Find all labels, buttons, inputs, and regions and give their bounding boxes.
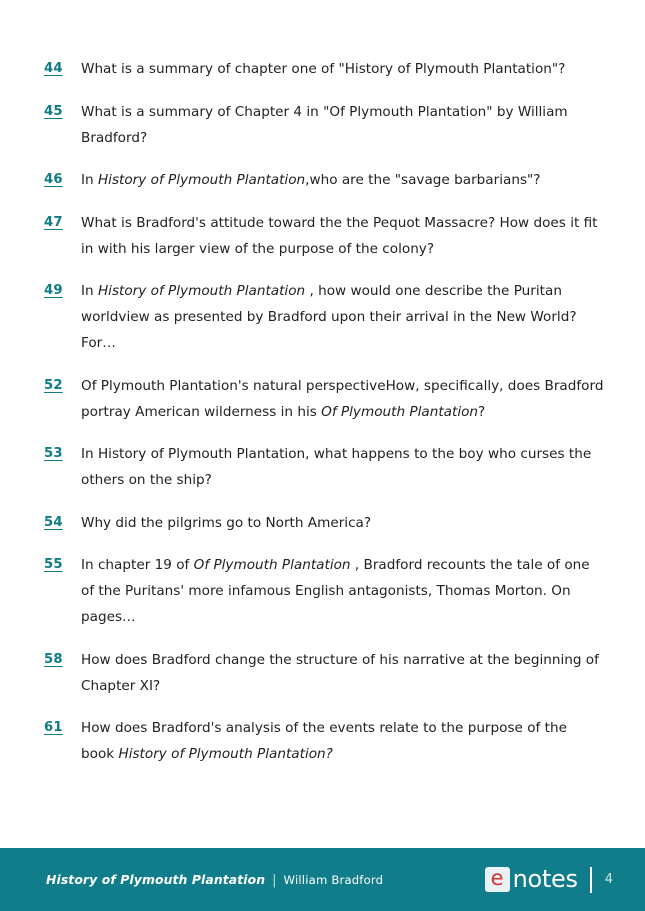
question-number-link[interactable]: 55 xyxy=(44,557,63,572)
question-item[interactable] xyxy=(44,99,604,151)
footer-author: William Bradford xyxy=(283,872,384,887)
question-number-link[interactable]: 49 xyxy=(44,283,63,298)
footer-inner xyxy=(0,848,645,911)
question-item[interactable] xyxy=(44,56,604,82)
question-number-link[interactable]: 44 xyxy=(44,61,63,76)
enotes-wordmark: notes xyxy=(512,864,578,893)
footer-document-title: History of Plymouth Plantation xyxy=(46,871,266,887)
question-text: In History of Plymouth Plantation , how would one describe the Puritan worldview as presented by Bradford upon their arrival in the New World? For… xyxy=(81,283,577,351)
question-text: How does Bradford change the structure of his narrative at the beginning of Chapter XI? xyxy=(81,651,599,694)
question-item[interactable] xyxy=(44,167,604,193)
question-text: In chapter 19 of Of Plymouth Plantation , Bradford recounts the tale of one of the Puritans' more infamous English antagonists, Thomas Morton. On pages… xyxy=(81,557,590,625)
question-text: Why did the pilgrims go to North America? xyxy=(81,514,372,531)
question-item[interactable] xyxy=(44,715,604,767)
question-text: Of Plymouth Plantation's natural perspectiveHow, specifically, does Bradford portray American wilderness in his Of Plymouth Plantation? xyxy=(81,377,604,420)
question-number-link[interactable]: 47 xyxy=(44,214,63,230)
question-item[interactable] xyxy=(44,510,604,536)
enotes-e-icon: e xyxy=(485,867,510,892)
question-text: In History of Plymouth Plantation,who are the "savage barbarians"? xyxy=(81,172,541,188)
question-text: What is a summary of chapter one of "History of Plymouth Plantation"? xyxy=(81,61,566,77)
enotes-logo[interactable] xyxy=(485,864,613,893)
page-number: 4 xyxy=(604,872,613,887)
question-item[interactable] xyxy=(44,373,604,425)
question-text: How does Bradford's analysis of the events relate to the purpose of the book History of Plymouth Plantation? xyxy=(81,720,567,762)
footer-credit xyxy=(46,872,383,888)
question-number-link[interactable]: 52 xyxy=(44,377,63,393)
footer-separator: | xyxy=(272,872,277,888)
question-item[interactable] xyxy=(44,278,604,356)
question-number-link[interactable]: 58 xyxy=(44,651,63,667)
footer-divider xyxy=(590,867,592,893)
question-item[interactable] xyxy=(44,552,604,630)
question-list xyxy=(44,56,604,784)
question-text: What is a summary of Chapter 4 in "Of Plymouth Plantation" by William Bradford? xyxy=(81,103,568,146)
question-item[interactable] xyxy=(44,210,604,262)
page-footer xyxy=(0,848,645,911)
question-number-link[interactable]: 45 xyxy=(44,103,63,119)
question-item[interactable] xyxy=(44,441,604,493)
question-number-link[interactable]: 54 xyxy=(44,514,63,530)
question-number-link[interactable]: 46 xyxy=(44,172,63,187)
question-number-link[interactable]: 61 xyxy=(44,720,63,735)
question-item[interactable] xyxy=(44,647,604,699)
question-text: What is Bradford's attitude toward the the Pequot Massacre? How does it fit in with his larger view of the purpose of the colony? xyxy=(81,214,598,257)
question-text: In History of Plymouth Plantation, what happens to the boy who curses the others on the ship? xyxy=(81,446,592,488)
question-number-link[interactable]: 53 xyxy=(44,446,63,461)
